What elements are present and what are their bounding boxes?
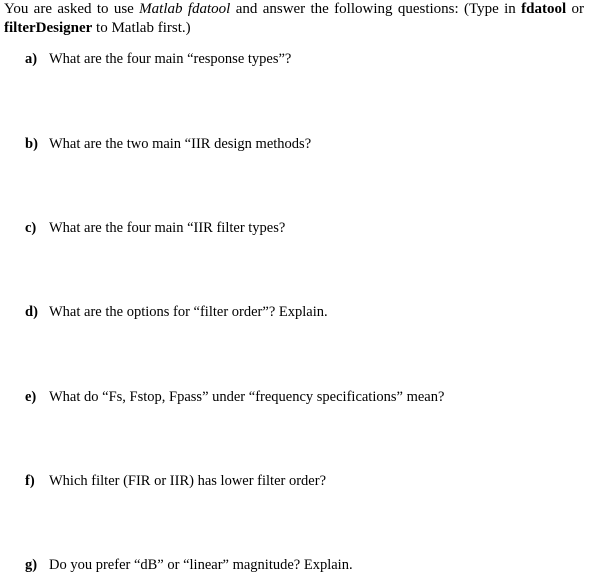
question-e	[25, 388, 444, 406]
intro-text-4: to Matlab first.)	[92, 20, 191, 36]
question-f	[25, 472, 326, 490]
question-text: What are the four main “response types”?	[49, 51, 292, 67]
question-text: What do “Fs, Fstop, Fpass” under “frequency specifications” mean?	[49, 389, 445, 405]
intro-text-2: and answer the following questions: (Type in	[230, 1, 522, 17]
app-name: Matlab fdatool	[139, 1, 231, 17]
question-b	[25, 135, 311, 153]
question-letter: b)	[25, 136, 38, 152]
command-fdatool: fdatool	[521, 1, 567, 17]
question-letter: d)	[25, 304, 38, 320]
question-letter: g)	[25, 557, 38, 573]
question-g	[25, 556, 353, 574]
question-text: Which filter (FIR or IIR) has lower filter order?	[49, 473, 327, 489]
question-text: Do you prefer “dB” or “linear” magnitude? Explain.	[49, 557, 353, 573]
assignment-intro	[4, 0, 584, 38]
intro-text-3: or	[566, 1, 584, 17]
question-c	[25, 219, 285, 237]
question-letter: e)	[25, 389, 37, 405]
command-filterdesigner: filterDesigner	[4, 20, 93, 36]
question-letter: f)	[25, 473, 35, 489]
question-d	[25, 303, 328, 321]
question-letter: a)	[25, 51, 38, 67]
intro-text-1: You are asked to use	[4, 1, 140, 17]
question-text: What are the options for “filter order”? Explain.	[49, 304, 328, 320]
question-text: What are the four main “IIR filter types?	[49, 220, 286, 236]
question-a	[25, 50, 291, 68]
question-letter: c)	[25, 220, 37, 236]
question-text: What are the two main “IIR design methods?	[49, 136, 312, 152]
